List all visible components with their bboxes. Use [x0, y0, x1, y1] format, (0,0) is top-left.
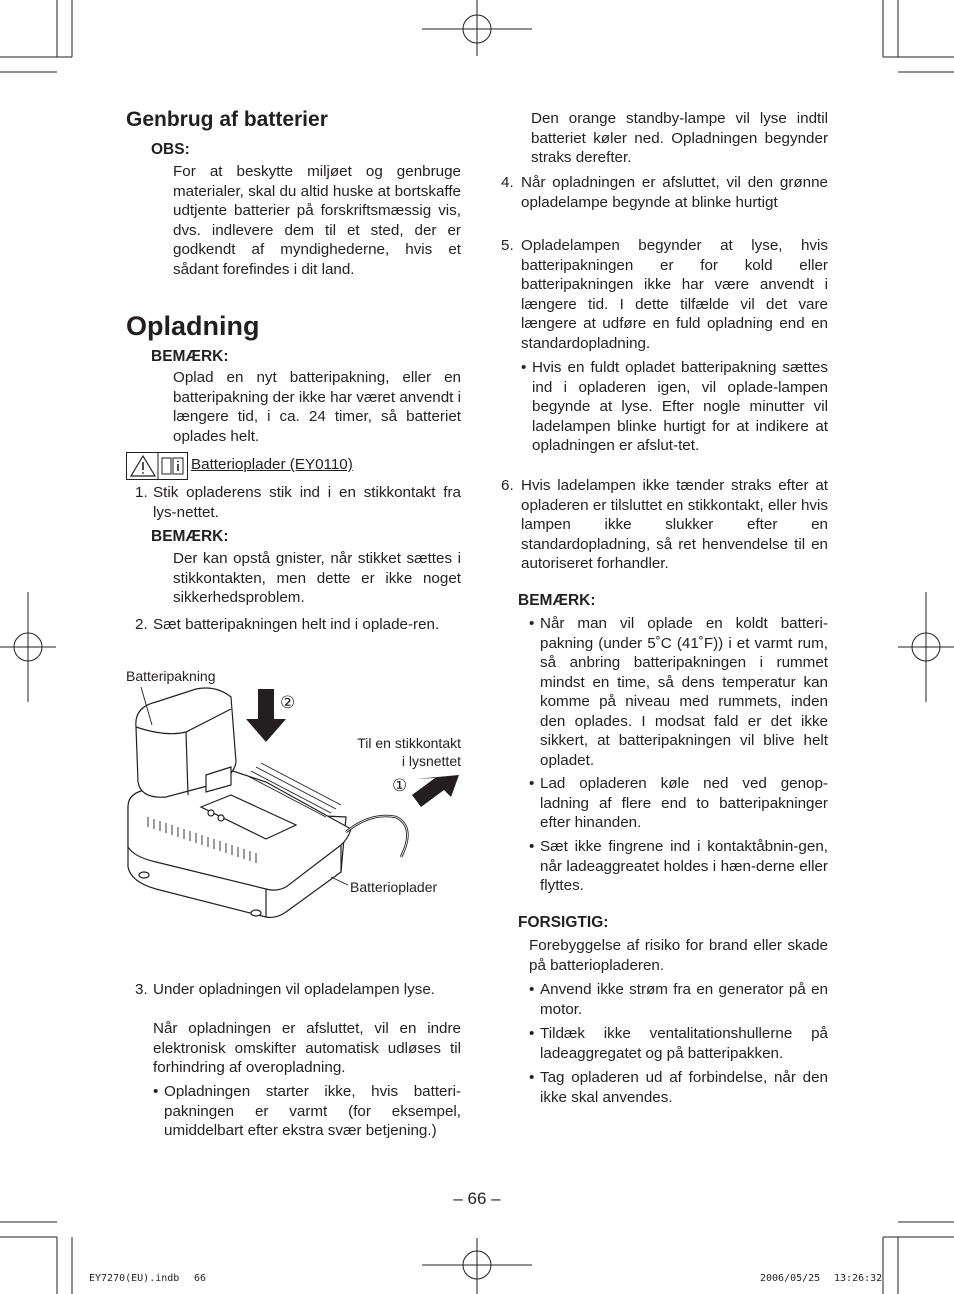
note2-text: Der kan opstå gnister, når stikket sættes i stikkontakten, men dette er ikke noget sikkerhedsproblem. [173, 550, 461, 606]
note1-label: BEMÆRK: [151, 348, 229, 365]
recycle-heading: Genbrug af batterier [126, 108, 328, 131]
footer-time: 13:26:32 [834, 1273, 883, 1284]
bullet-text: Når man vil oplade en koldt batteri-pakning (under 5˚C (41˚F)) i et varmt rum, så anbring batteripakningen i rummet mindst en time, så dens temperatur kan komme på niveau med rummets, inden den oplades. I modsat fald er det ikke sikkert, at batteripakningen vil blive helt opladet. [540, 615, 828, 769]
battery-label: Batteripakning [126, 668, 216, 684]
manual-info-icon [162, 458, 183, 474]
step-1 [135, 483, 461, 522]
step-number: 4. [501, 174, 514, 191]
step-number: 1. [135, 484, 148, 501]
step-text: Sæt batteripakningen helt ind i oplade-ren. [153, 616, 440, 633]
step-number: 3. [135, 981, 148, 998]
step-text: Hvis ladelampen ikke tænder straks efter at opladeren er tilsluttet en stikkontakt, eller hvis lampen ikke slukker efter en standardopladning, så ret henvendelse til en autoriseret forhandler. [521, 477, 828, 572]
bullet: • [529, 1025, 535, 1042]
caution-bullet-3 [529, 1068, 828, 1107]
bullet-text: Lad opladeren køle ned ved genop-ladning af flere end to batteripakninger efter hinanden. [540, 775, 828, 831]
step-6 [501, 476, 828, 574]
outlet-label-1: Til en stikkontakt [357, 735, 461, 751]
caution-bullet-2 [529, 1024, 828, 1063]
bullet: • [529, 1069, 535, 1086]
obs-text: For at beskytte miljøet og genbruge materialer, skal du altid huske at bortskaffe udtjente batterier på forskriftsmæssig vis, dvs. indlevere dem til et sted, der er godkendt af myndighederne, hvis et sådant forefindes i dit land. [173, 163, 461, 278]
bullet-text: Tag opladeren ud af forbindelse, når den ikke skal anvendes. [540, 1069, 828, 1106]
warning-triangle-icon [131, 456, 155, 476]
step-3-bullet [153, 1082, 461, 1141]
step-2 [135, 615, 461, 635]
safety-icons [126, 452, 188, 480]
charging-heading: Opladning [126, 311, 260, 341]
footer-file: EY7270(EU).indb [89, 1273, 180, 1284]
footer-date: 2006/05/25 [760, 1273, 821, 1284]
footer-page: 66 [194, 1273, 207, 1284]
step-3-detail: Når opladningen er afsluttet, vil en indre elektronisk omskifter automatisk udløses til forhindring af overopladning. [153, 1020, 461, 1076]
step-5 [501, 236, 828, 353]
step-5-bullet [521, 358, 828, 456]
note3-label: BEMÆRK: [518, 592, 596, 609]
note3-bullet-2 [529, 774, 828, 833]
note3-bullet-3 [529, 837, 828, 896]
continued-text: Den orange standby-lampe vil lyse indtil batteriet køler ned. Opladningen begynder straks derefter. [531, 110, 828, 166]
page-number: – 66 – [453, 1189, 501, 1208]
charger-figure [126, 667, 466, 932]
step-text: Stik opladerens stik ind i en stikkontakt fra lys-nettet. [153, 484, 461, 521]
step-text: Opladelampen begynder at lyse, hvis batteripakningen er for kold eller batteripakningen ikke har være anvendt i længere tid. I dette tilfælde vil det vare længere at udføre en fuld opladning end en standardopladning. [521, 237, 828, 352]
step-text: Under opladningen vil opladelampen lyse. [153, 981, 435, 998]
step-4 [501, 173, 828, 212]
bullet: • [521, 359, 527, 376]
note2-label: BEMÆRK: [151, 528, 229, 545]
step-number: 6. [501, 477, 514, 494]
obs-label: OBS: [151, 141, 190, 158]
caution-bullet-1 [529, 980, 828, 1019]
bullet: • [529, 615, 535, 632]
caution-label: FORSIGTIG: [518, 914, 609, 931]
step-number: 5. [501, 237, 514, 254]
step-marker-1: ① [392, 776, 408, 795]
bullet-text: Hvis en fuldt opladet batteripakning sættes ind i opladeren igen, vil oplade-lampen begynde at lyse. Efter nogle minutter vil ladelampen blinke hurtigt for at indikere at opladningen er afslut-tet. [532, 359, 828, 454]
caution-text: Forebyggelse af risiko for brand eller skade på batteriopladeren. [529, 937, 828, 974]
bullet: • [153, 1083, 159, 1100]
bullet-text: Tildæk ikke ventalitationshullerne på ladeaggregatet og på batteripakken. [540, 1025, 828, 1062]
step-3 [135, 980, 461, 1000]
outlet-label-2: i lysnettet [401, 753, 461, 769]
step-marker-2: ② [280, 693, 296, 712]
charger-reference: Batterioplader (EY0110) [191, 456, 353, 473]
note1-text: Oplad en nyt batteripakning, eller en batteripakning der ikke har været anvendt i længere tid, i ca. 24 timer, så batteriet oplades helt. [173, 369, 461, 445]
note3-bullet-1 [529, 614, 828, 770]
step-text: Når opladningen er afsluttet, vil den grønne opladelampe begynde at blinke hurtigt [521, 174, 828, 211]
charger-label: Batterioplader [350, 879, 438, 895]
bullet-text: Anvend ikke strøm fra en generator på en motor. [540, 981, 828, 1018]
bullet-text: Opladningen starter ikke, hvis batteri-pakningen er varmt (for eksempel, umiddelbart efter ekstra svær betjening.) [164, 1083, 461, 1139]
step-number: 2. [135, 616, 148, 633]
bullet: • [529, 775, 535, 792]
bullet: • [529, 838, 535, 855]
bullet-text: Sæt ikke fingrene ind i kontaktåbnin-gen, når ladeaggreatet holdes i hæn-derne eller flyttes. [540, 838, 828, 894]
bullet: • [529, 981, 535, 998]
